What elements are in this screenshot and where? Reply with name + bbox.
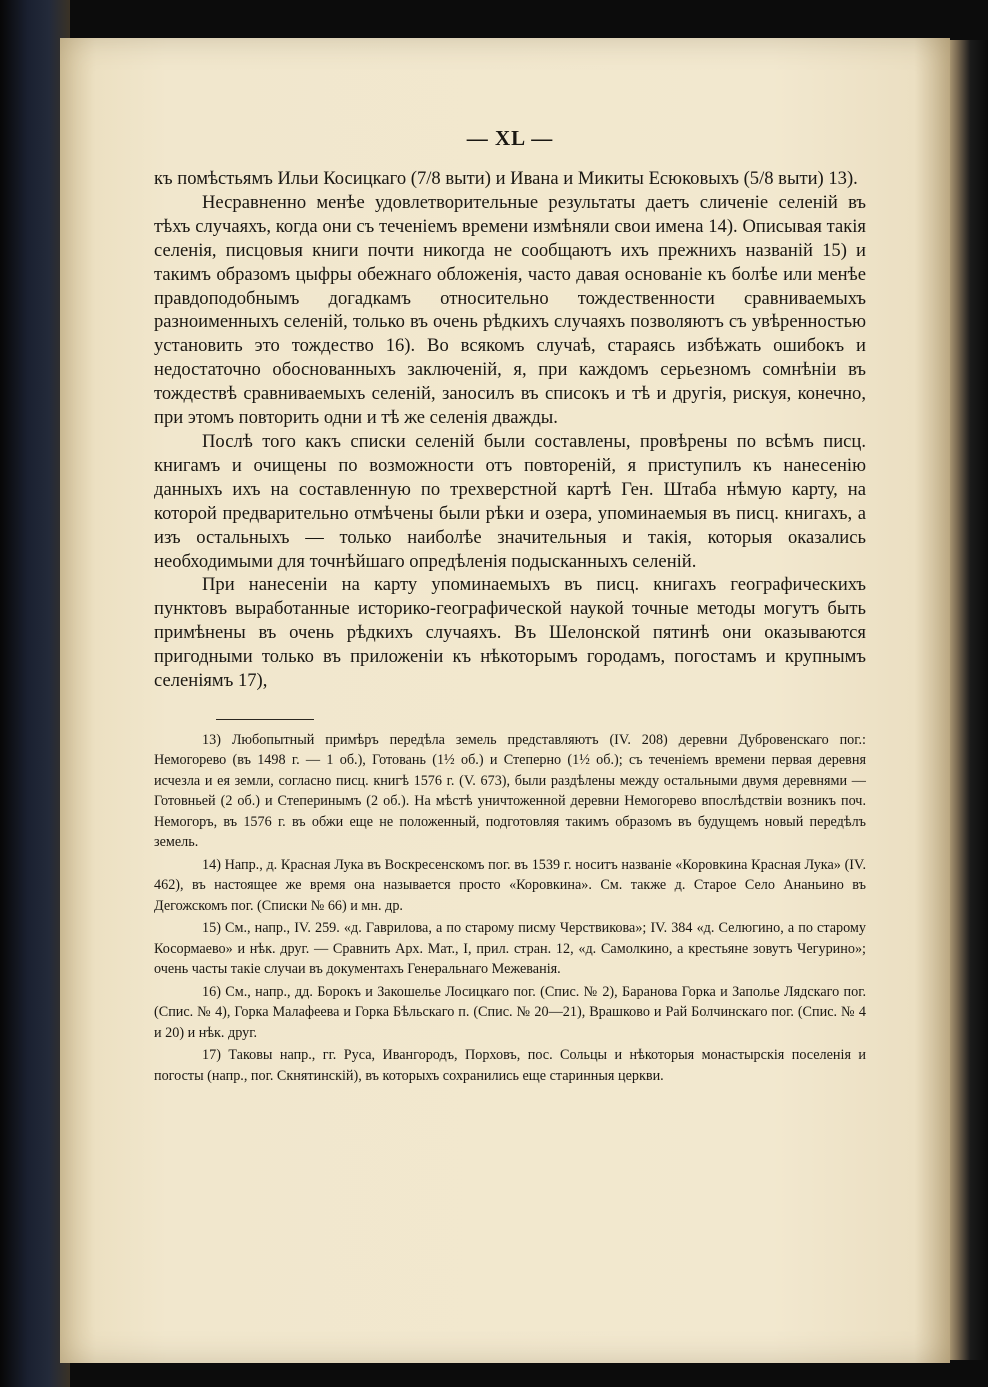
- footnote: 15) См., напр., IV. 259. «д. Гаврилова, а по старому писму Черствикова»; IV. 384 «д. Селюгино, а по старому Косормаево» и нѣк. друг. — Сравнить Арх. Мат., I, прил. стран. 12, «д. Самолкино, а крестьяне зовутъ Чегурино»; очень часты такіе случаи въ документахъ Генеральнаго Межеванія.: [154, 920, 866, 978]
- book-cover-right: [944, 40, 988, 1360]
- footnote: 13) Любопытный примѣръ передѣла земель представляютъ (IV. 208) деревни Дубровенскаго пог.: Немогорево (въ 1498 г. — 1 об.), Готовань (1½ об.) и Степерно (1½ об.); съ теченіемъ времени первая деревня исчезла и ея земли, согласно писц. книгѣ 1576 г. (V. 673), были раздѣлены между остальными двумя деревнями — Готовньей (2 об.) и Степеринымъ (2 об.). На мѣстѣ уничтоженной деревни Немогорево впослѣдствіи возникъ поч. Немогоръ, въ 1576 г. въ обжи еще не положенный, подготовляя такимъ образомъ въ будущемъ новый передѣлъ земель.: [154, 731, 866, 851]
- paragraph: При нанесеніи на карту упоминаемыхъ въ писц. книгахъ географическихъ пунктовъ выработанные историко-географической наукой точные методы могутъ быть примѣнены въ очень рѣдкихъ случаяхъ. Въ Шелонской пятинѣ они оказываются пригодными только въ приложеніи къ нѣкоторымъ городамъ, погостамъ и крупнымъ селеніямъ 17),: [154, 574, 866, 692]
- paragraph: Несравненно менѣе удовлетворительные результаты даетъ сличеніе селеній въ тѣхъ случаяхъ, когда они съ теченіемъ времени измѣняли свои имена 14). Описывая такія селенія, писцовыя книги почти никогда не сообщаютъ ихъ прежнихъ названій 15) и такимъ образомъ цыфры обежнаго обложенія, часто давая основаніе къ болѣе или менѣе правдоподобнымъ догадкамъ относительно тождественности сравниваемыхъ разноименныхъ селеній, только въ очень рѣдкихъ случаяхъ позволяютъ съ увѣренностью установить это тождество 16). Во всякомъ случаѣ, стараясь избѣжать ошибокъ и недостаточно обоснованныхъ заключеній, я, при каждомъ серьезномъ сомнѣніи въ тождествѣ сравниваемыхъ селеній, заносилъ въ списокъ и тѣ и другія, рискуя, конечно, при этомъ повторить одни и тѣ же селенія дважды.: [154, 191, 866, 429]
- paragraph: къ помѣстьямъ Ильи Косицкаго (7/8 выти) и Ивана и Микиты Есюковыхъ (5/8 выти) 13).: [154, 168, 858, 189]
- page-number: — XL —: [466, 126, 554, 150]
- footnote: 17) Таковы напр., гг. Руса, Ивангородъ, Порховъ, пос. Сольцы и нѣкоторыя монастырскія поселенія и погосты (напр., пог. Скнятинскій), въ которыхъ сохранились еще старинныя церкви.: [154, 1047, 866, 1084]
- footnote: 14) Напр., д. Красная Лука въ Воскресенскомъ пог. въ 1539 г. носитъ названіе «Коровкина Красная Лука» (IV. 462), въ настоящее же время она называется просто «Коровкина». См. также д. Старое Село Ананьино въ Дегожскомъ пог. (Списки № 66) и мн. др.: [154, 856, 866, 914]
- footnote: 16) См., напр., дд. Борокъ и Закошелье Лосицкаго пог. (Спис. № 2), Баранова Горка и Заполье Лядскаго пог. (Спис. № 4), Горка Малафеева и Горка Бѣльскаго п. (Спис. № 20—21), Врашково и Рай Болчинскаго пог. (Спис. № 4 и 20) и нѣк. друг.: [154, 983, 866, 1041]
- paragraph: Послѣ того какъ списки селеній были составлены, провѣрены по всѣмъ писц. книгамъ и очищены по возможности отъ повтореній, я приступилъ къ нанесенію данныхъ ихъ на составленную по трехверстной картѣ Ген. Штаба нѣмую карту, на которой предварительно отмѣчены были рѣки и озера, упоминаемыя въ писц. книгахъ, а изъ остальныхъ — только наиболѣе значительныя и такія, которыя оказались необходимыми для точнѣйшаго опредѣленія подысканныхъ селеній.: [154, 430, 866, 572]
- footnote-divider: [216, 719, 314, 720]
- page-text: [154, 126, 866, 1088]
